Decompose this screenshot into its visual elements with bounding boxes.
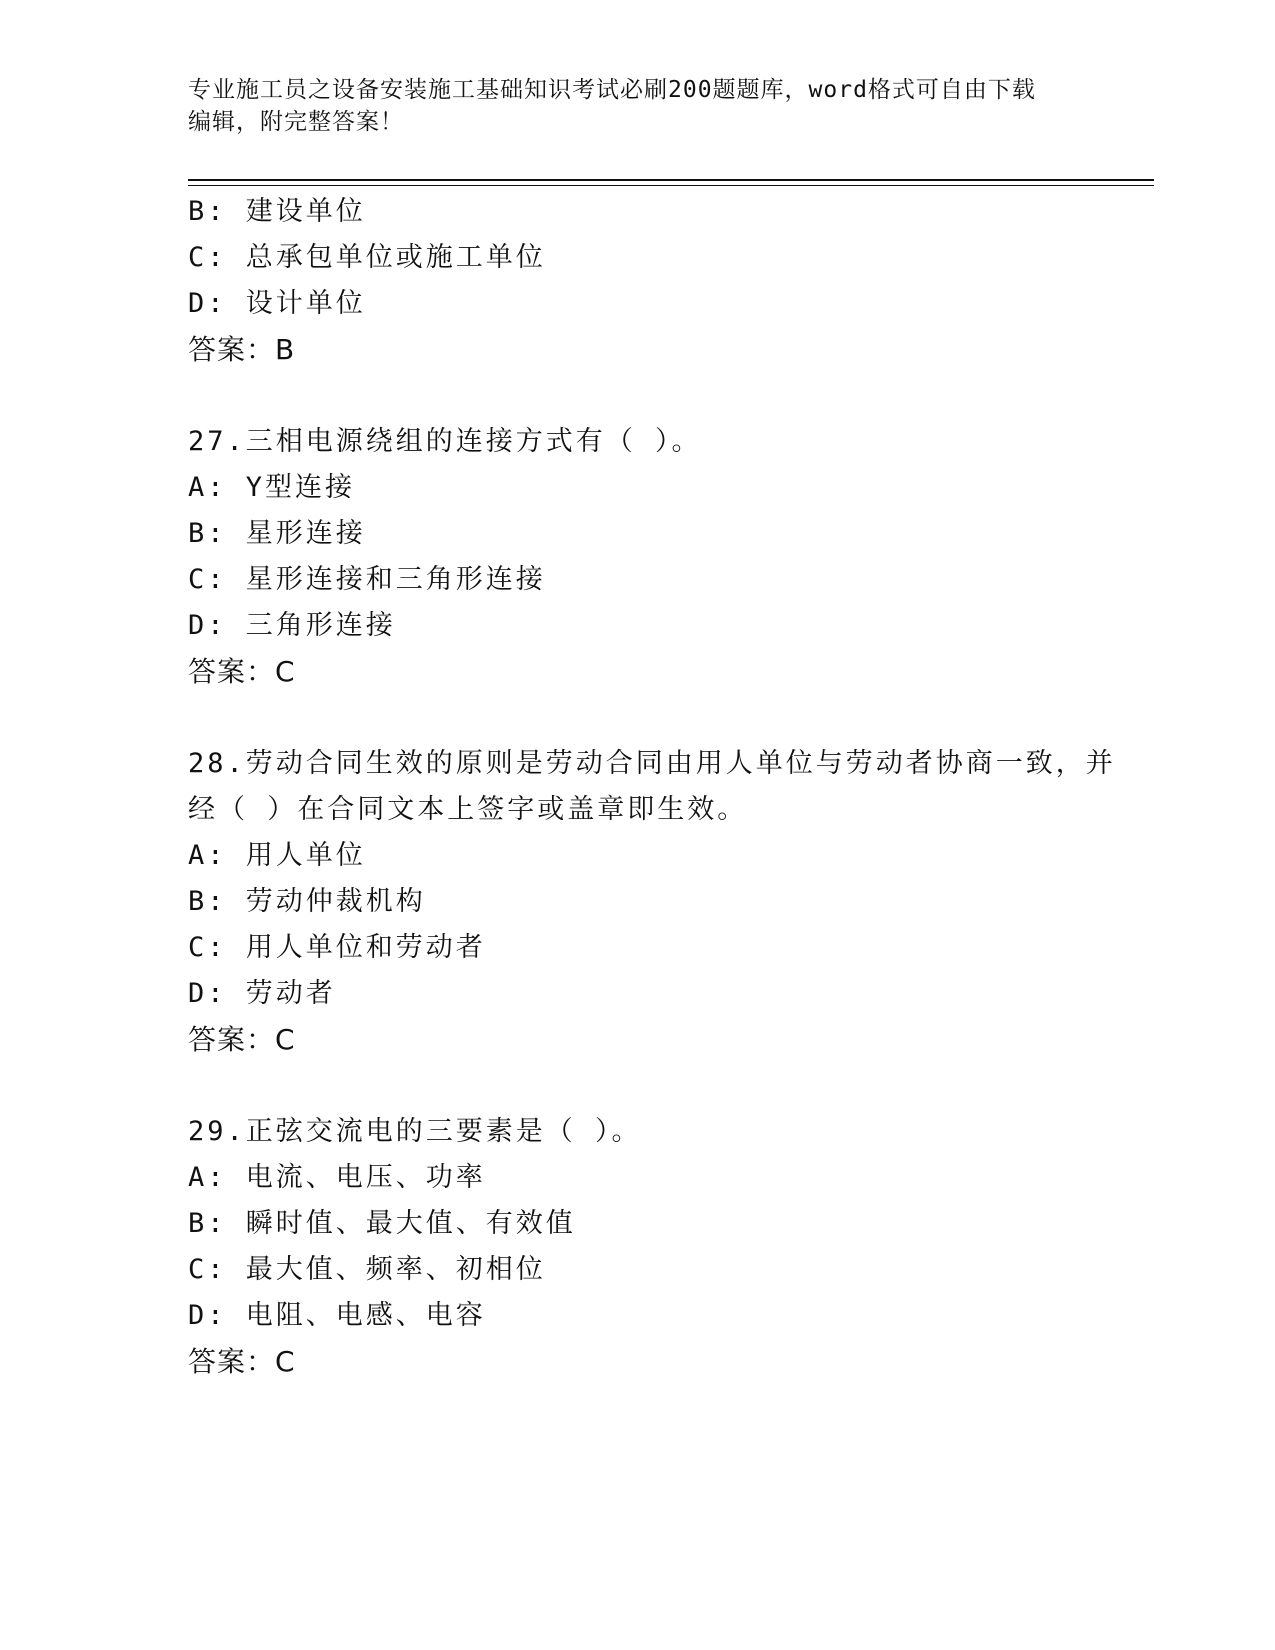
spacer [188, 695, 1088, 741]
option-b: B: 瞬时值、最大值、有效值 [188, 1208, 576, 1239]
option-c: C: 用人单位和劳动者 [188, 932, 486, 963]
question-29 [188, 1109, 1088, 1385]
question-stem: 29.正弦交流电的三要素是（ ）。 [188, 1116, 642, 1147]
question-stem: 27.三相电源绕组的连接方式有（ ）。 [188, 426, 702, 457]
option-c: C: 星形连接和三角形连接 [188, 564, 546, 595]
answer-line: 答案：C [188, 1345, 296, 1378]
option-a: A: 用人单位 [188, 840, 366, 871]
spacer [188, 373, 1088, 419]
header-line-2: 编辑，附完整答案！ [188, 109, 404, 135]
option-d: D: 劳动者 [188, 978, 336, 1009]
question-stem-continued: 经（ ）在合同文本上签字或盖章即生效。 [188, 794, 748, 825]
spacer [188, 1063, 1088, 1109]
answer-line: 答案：C [188, 1023, 296, 1056]
header-divider-thick [188, 179, 1154, 181]
option-d: D: 三角形连接 [188, 610, 396, 641]
header-line-1: 专业施工员之设备安装施工基础知识考试必刷200题题库，word格式可自由下载 [188, 77, 1036, 103]
option-d: D: 设计单位 [188, 288, 366, 319]
question-28 [188, 741, 1116, 1063]
option-b: B: 星形连接 [188, 518, 366, 549]
option-b: B: 建设单位 [188, 196, 366, 227]
option-a: A: Y型连接 [188, 472, 356, 503]
option-b: B: 劳动仲裁机构 [188, 886, 426, 917]
question-stem: 28.劳动合同生效的原则是劳动合同由用人单位与劳动者协商一致，并 [188, 748, 1116, 779]
header-divider-thin [188, 185, 1154, 186]
option-a: A: 电流、电压、功率 [188, 1162, 486, 1193]
option-c: C: 最大值、频率、初相位 [188, 1254, 546, 1285]
option-d: D: 电阻、电感、电容 [188, 1300, 486, 1331]
answer-line: 答案：B [188, 333, 296, 366]
answer-line: 答案：C [188, 655, 296, 688]
question-list [188, 189, 1116, 1385]
document-header [188, 74, 1068, 138]
option-c: C: 总承包单位或施工单位 [188, 242, 546, 273]
question-27 [188, 419, 1088, 695]
question-26-continued [188, 189, 1088, 373]
